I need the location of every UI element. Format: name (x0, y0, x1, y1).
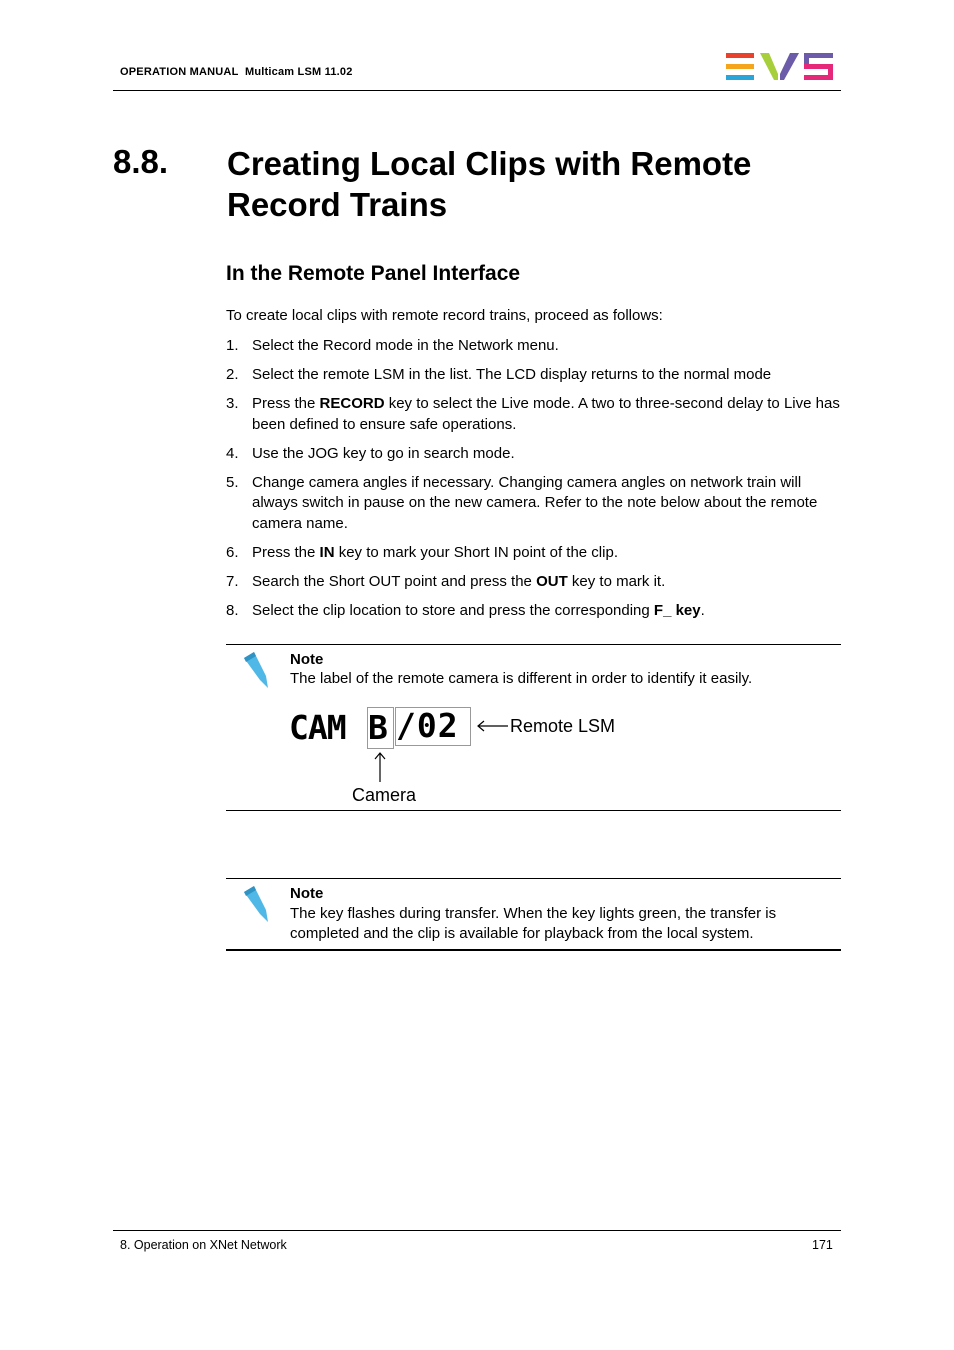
note1-top-rule (226, 644, 841, 645)
list-item (226, 444, 841, 465)
step-text-pre: Search the Short OUT point and press the (252, 572, 537, 590)
step-number: 1. (226, 337, 239, 354)
lcd-cam-letter: B (368, 708, 388, 747)
note2-bottom-rule (226, 949, 841, 951)
step-key: F_ key (653, 601, 701, 619)
list-item (226, 394, 841, 435)
step-text: Select the Record mode in the Network menu. (252, 337, 559, 354)
note2-text: The key flashes during transfer. When the key lights green, the transfer is completed and the clip is available for playback from the local system. (290, 905, 777, 942)
list-item (226, 572, 841, 593)
list-item (226, 336, 841, 357)
step-text: Use the JOG key to go in search mode. (252, 444, 515, 462)
list-item (226, 601, 841, 622)
note2-label: Note (290, 885, 324, 902)
step-key: IN (319, 543, 335, 561)
lcd-lsm-id: /02 (396, 706, 459, 745)
step-text-pre: Press the (252, 395, 320, 412)
intro-text: To create local clips with remote record trains, proceed as follows: (226, 307, 663, 324)
step-text: Change camera angles if necessary. Changing camera angles on network train will always switch in pause on the new camera. Refer to the note below about the remote camera name. (252, 473, 818, 532)
lcd-cam-prefix: CAM (289, 708, 346, 747)
step-number: 2. (226, 366, 239, 383)
note1-text: The label of the remote camera is different in order to identify it easily. (290, 670, 753, 687)
step-number: 4. (226, 444, 239, 462)
step-text-pre: Select the clip location to store and press the corresponding (252, 601, 654, 619)
evs-logo (724, 52, 836, 82)
step-key: RECORD (319, 395, 385, 412)
section-number: 8.8. (113, 143, 169, 180)
step-text-post: key to mark it. (567, 572, 666, 590)
list-item (226, 543, 841, 564)
step-text-post: key to select the Live mode. A two to three-second delay to Live has been defined to ensure safe operations. (252, 395, 840, 433)
remote-lsm-label: Remote LSM (510, 716, 616, 736)
note1-bottom-rule (226, 810, 841, 811)
step-text: Select the remote LSM in the list. The LCD display returns to the normal mode (252, 366, 772, 383)
step-number: 3. (226, 395, 239, 412)
arrow-up-icon (373, 751, 387, 783)
footer-chapter: 8. Operation on XNet Network (120, 1238, 287, 1252)
header-title-prefix: OPERATION MANUAL (120, 66, 239, 78)
note1-label: Note (290, 651, 324, 668)
footer-rule (113, 1230, 841, 1231)
page-number: 171 (812, 1238, 833, 1252)
step-text-post: key to mark your Short IN point of the clip. (334, 543, 618, 561)
step-text-pre: Press the (252, 543, 320, 561)
section-title-line2: Record Trains (227, 186, 448, 223)
step-text-post: . (700, 601, 705, 619)
list-item (226, 365, 841, 386)
pencil-icon (240, 650, 272, 690)
header-title (120, 66, 353, 78)
step-number: 7. (226, 572, 239, 590)
header-title-product: Multicam LSM 11.02 (245, 66, 353, 78)
step-key: OUT (536, 572, 568, 590)
arrow-left-icon (476, 719, 510, 733)
step-number: 5. (226, 473, 239, 491)
list-item (226, 473, 841, 535)
subheading: In the Remote Panel Interface (226, 262, 521, 285)
header-rule (113, 90, 841, 91)
steps-list (226, 336, 841, 630)
step-number: 8. (226, 601, 239, 619)
section-title-line1: Creating Local Clips with Remote (227, 145, 752, 182)
note2-top-rule (226, 878, 841, 879)
pencil-icon (240, 884, 272, 924)
step-number: 6. (226, 543, 239, 561)
section-title (227, 143, 827, 225)
camera-label: Camera (352, 785, 417, 805)
